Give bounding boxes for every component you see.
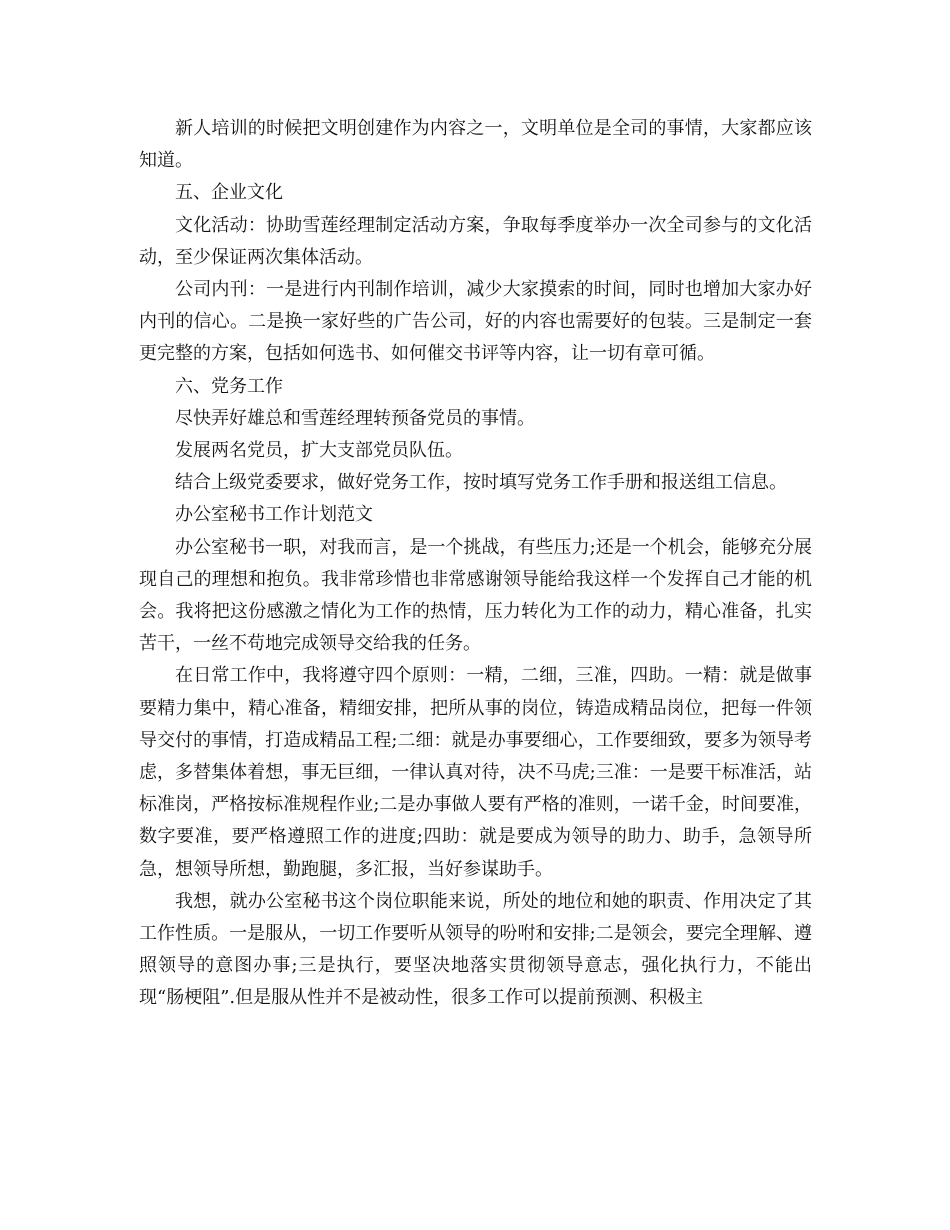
paragraph-cultural-activities: 文化活动：协助雪莲经理制定活动方案，争取每季度举办一次全司参与的文化活动，至少保证两次集体活动。 bbox=[139, 214, 812, 268]
heading-secretary-plan: 办公室秘书工作计划范文 bbox=[175, 504, 373, 526]
paragraph-four-principles: 在日常工作中，我将遵守四个原则：一精，二细，三准，四助。一精：就是做事要精力集中，精心准备，精细安排，把所从事的岗位，铸造成精品岗位，把每一件领导交付的事情，打造成精品工程;二细：就是办事要细心，工作要细致，要多为领导考虑，多替集体着想，事无巨细，一律认真对待，决不马虎;三准：一是要干标准活，站标准岗，严格按标准规程作业;二是办事做人要有严格的准则，一诺千金，时间要准，数字要准，要严格遵照工作的进度;四助：就是要成为领导的助力、助手，急领导所急，想领导所想，勤跑腿，多汇报，当好参谋助手。 bbox=[139, 665, 812, 880]
paragraph-secretary-role: 办公室秘书一职，对我而言，是一个挑战，有些压力;还是一个机会，能够充分展现自己的理想和抱负。我非常珍惜也非常感谢领导能给我这样一个发挥自己才能的机会。我将把这份感激之情化为工作的热情，压力转化为工作的动力，精心准备，扎实苦干，一丝不苟地完成领导交给我的任务。 bbox=[139, 536, 812, 655]
paragraph-party-work: 结合上级党委要求，做好党务工作，按时填写党务工作手册和报送组工信息。 bbox=[175, 472, 787, 494]
paragraph-training-note: 新人培训的时候把文明创建作为内容之一，文明单位是全司的事情，大家都应该知道。 bbox=[139, 118, 812, 172]
heading-corporate-culture: 五、企业文化 bbox=[175, 182, 283, 204]
paragraph-probationary-members: 尽快弄好雄总和雪莲经理转预备党员的事情。 bbox=[175, 407, 535, 429]
paragraph-develop-members: 发展两名党员，扩大支部党员队伍。 bbox=[175, 440, 463, 462]
document-body bbox=[139, 113, 812, 1015]
paragraph-internal-magazine: 公司内刊：一是进行内刊制作培训，减少大家摸索的时间，同时也增加大家办好内刊的信心。二是换一家好些的广告公司，好的内容也需要好的包装。三是制定一套更完整的方案，包括如何选书、如何催交书评等内容，让一切有章可循。 bbox=[139, 279, 812, 365]
heading-party-affairs: 六、党务工作 bbox=[175, 375, 283, 397]
paragraph-job-nature: 我想，就办公室秘书这个岗位职能来说，所处的地位和她的职责、作用决定了其工作性质。一是服从，一切工作要听从领导的吩咐和安排;二是领会，要完全理解、遵照领导的意图办事;三是执行，要坚决地落实贯彻领导意志，强化执行力，不能出现“肠梗阻”.但是服从性并不是被动性，很多工作可以提前预测、积极主 bbox=[139, 890, 812, 1009]
